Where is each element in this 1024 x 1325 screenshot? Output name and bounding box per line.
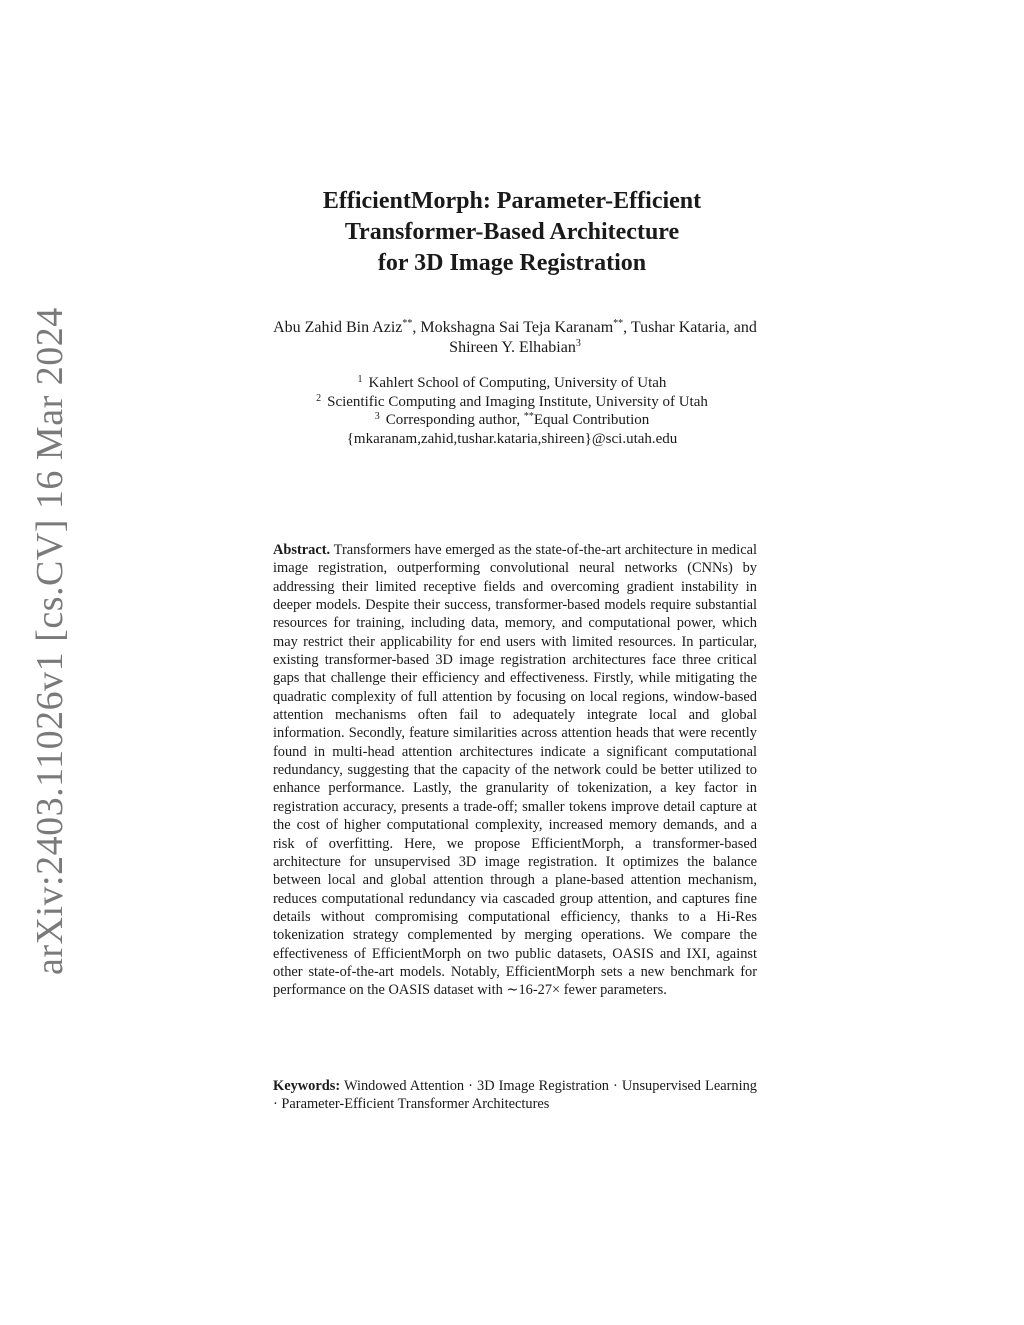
email-line: {mkaranam,zahid,tushar.kataria,shireen}@sci.utah.edu bbox=[346, 430, 678, 447]
author-list bbox=[200, 318, 830, 358]
title-line-2: Transformer-Based Architecture bbox=[344, 219, 680, 245]
keywords-text: Windowed Attention · 3D Image Registration · Unsupervised Learning · Parameter-Efficient Transformer Architectures bbox=[273, 1078, 757, 1113]
equal-contribution-mark: ** bbox=[523, 411, 534, 422]
author-name: , Tushar Kataria, and bbox=[623, 319, 757, 336]
equal-contribution-mark: ** bbox=[613, 318, 624, 329]
abstract-label: Abstract. bbox=[273, 542, 331, 558]
keywords-label: Keywords: bbox=[273, 1078, 341, 1094]
affiliations bbox=[212, 374, 812, 448]
affiliation-text: Corresponding author, bbox=[385, 412, 524, 428]
affiliation-line bbox=[212, 411, 812, 430]
affiliation-mark: 3 bbox=[374, 411, 380, 422]
affiliation-text: Kahlert School of Computing, University of Utah bbox=[368, 375, 667, 391]
affiliation-line bbox=[212, 393, 812, 412]
affiliation-line bbox=[212, 374, 812, 393]
author-name: , Mokshagna Sai Teja Karanam bbox=[412, 319, 614, 336]
keywords bbox=[273, 1077, 757, 1114]
abstract-text: Transformers have emerged as the state-of-the-art architecture in medical image registration, outperforming convolutional neural networks (CNNs) by addressing their limited receptive fields and overcoming gradient instability in deeper models. Despite their success, transformer-based models require substantial resources for training, including data, memory, and computational power, which may restrict their applicability for end users with limited resources. In particular, existing transformer-based 3D image registration architectures face three critical gaps that challenge their efficiency and effectiveness. Firstly, while mitigating the quadratic complexity of full attention by focusing on local regions, window-based attention mechanisms often fail to adequately integrate local and global information. Secondly, feature similarities across attention heads that were recently found in multi-head attention architectures indicate a significant computational redundancy, suggesting that the capacity of the network could be better utilized to enhance performance. Lastly, the granularity of tokenization, a key factor in registration accuracy, presents a trade-off; smaller tokens improve detail capture at the cost of higher computational complexity, increased memory demands, and a risk of overfitting. Here, we propose EfficientMorph, a transformer-based architecture for unsupervised 3D image registration. It optimizes the balance between local and global attention through a plane-based attention mechanism, reduces computational redundancy via cascaded group attention, and captures fine details without compromising computational efficiency, thanks to a Hi-Res tokenization strategy complemented by merging operations. We compare the effectiveness of EfficientMorph on two public datasets, OASIS and IXI, against other state-of-the-art models. Notably, EfficientMorph sets a new benchmark for performance on the OASIS dataset with ∼16-27× fewer parameters. bbox=[273, 542, 757, 999]
title-line-1: EfficientMorph: Parameter-Efficient bbox=[322, 188, 702, 214]
title-line-3: for 3D Image Registration bbox=[377, 250, 647, 276]
equal-contribution-mark: ** bbox=[402, 318, 413, 329]
author-name: Shireen Y. Elhabian bbox=[449, 339, 576, 356]
affiliation-text: Equal Contribution bbox=[533, 412, 650, 428]
affiliation-text: Scientific Computing and Imaging Institute, University of Utah bbox=[327, 393, 708, 410]
arxiv-stamp: arXiv:2403.11026v1 [cs.CV] 16 Mar 2024 bbox=[29, 307, 71, 975]
corresponding-mark: 3 bbox=[575, 338, 581, 349]
paper-title bbox=[212, 186, 812, 279]
affiliation-mark: 2 bbox=[316, 392, 322, 404]
affiliation-mark: 1 bbox=[357, 374, 363, 385]
abstract bbox=[273, 541, 757, 1000]
author-name: Abu Zahid Bin Aziz bbox=[273, 319, 403, 336]
